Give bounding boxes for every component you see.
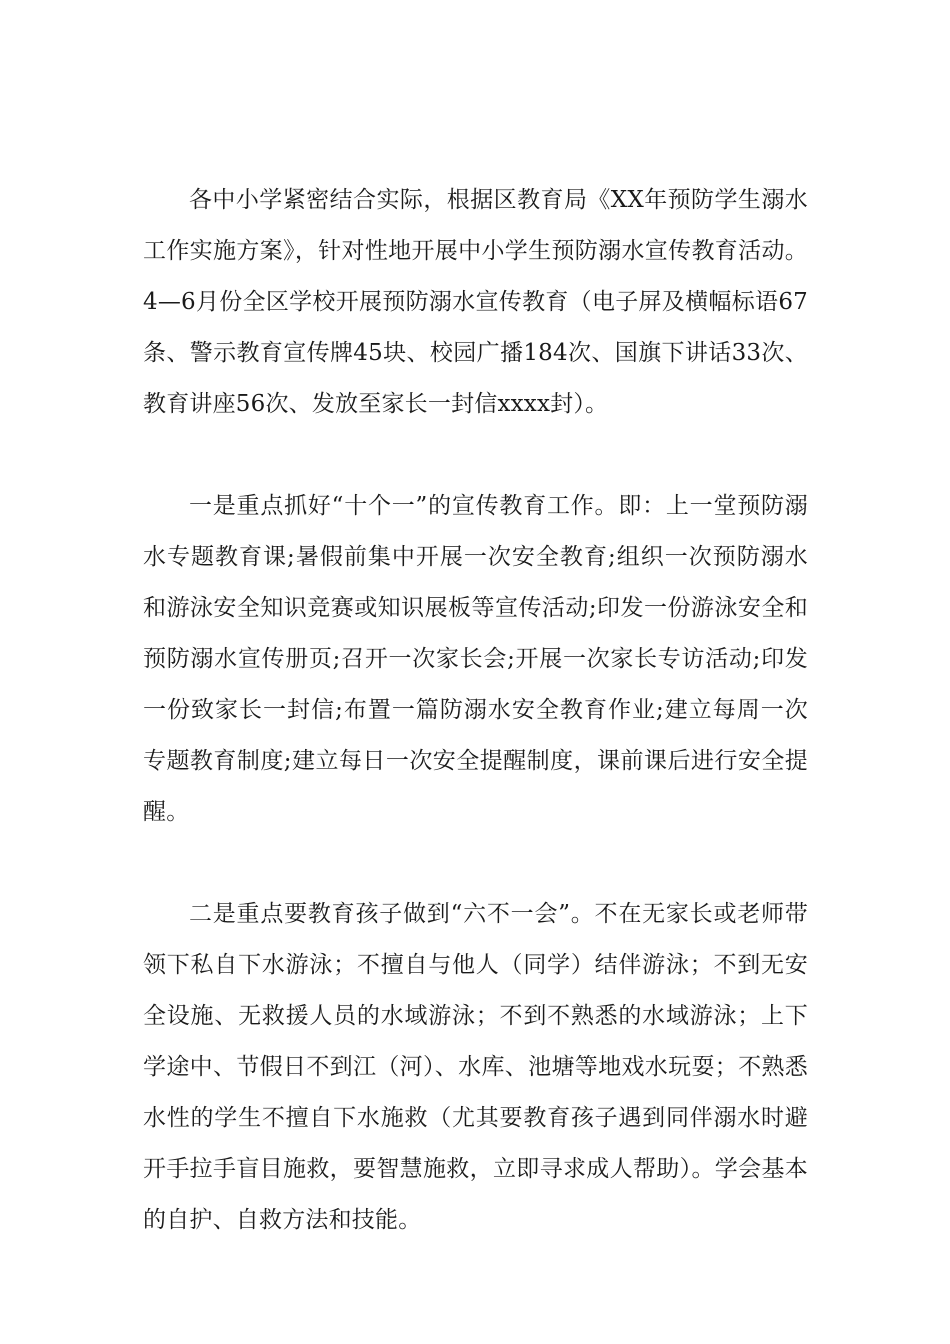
paragraph-campaign-summary: 各中小学紧密结合实际，根据区教育局《XX年预防学生溺水工作实施方案》，针对性地开展中小学生预防溺水宣传教育活动。4—6月份全区学校开展预防溺水宣传教育（电子屏及横幅标语67条、警示教育宣传牌45块、校园广播184次、国旗下讲话33次、教育讲座56次、发放至家长一封信xxxx封）。 bbox=[143, 187, 808, 417]
paragraph-six-nots-one-skill: 二是重点要教育孩子做到“六不一会”。不在无家长或老师带领下私自下水游泳；不擅自与他人（同学）结伴游泳；不到无安全设施、无救援人员的水域游泳；不到不熟悉的水域游泳；上下学途中、节假日不到江（河）、水库、池塘等地戏水玩耍；不熟悉水性的学生不擅自下水施救（尤其要教育孩子遇到同伴溺水时避开手拉手盲目施救，要智慧施救，立即寻求成人帮助）。学会基本的自护、自救方法和技能。 bbox=[143, 901, 808, 1233]
document-body bbox=[143, 175, 808, 1246]
paragraph-ten-ones: 一是重点抓好“十个一”的宣传教育工作。即：上一堂预防溺水专题教育课;暑假前集中开展一次安全教育;组织一次预防溺水和游泳安全知识竞赛或知识展板等宣传活动;印发一份游泳安全和预防溺水宣传册页;召开一次家长会;开展一次家长专访活动;印发一份致家长一封信;布置一篇防溺水安全教育作业;建立每周一次专题教育制度;建立每日一次安全提醒制度，课前课后进行安全提醒。 bbox=[143, 493, 808, 825]
